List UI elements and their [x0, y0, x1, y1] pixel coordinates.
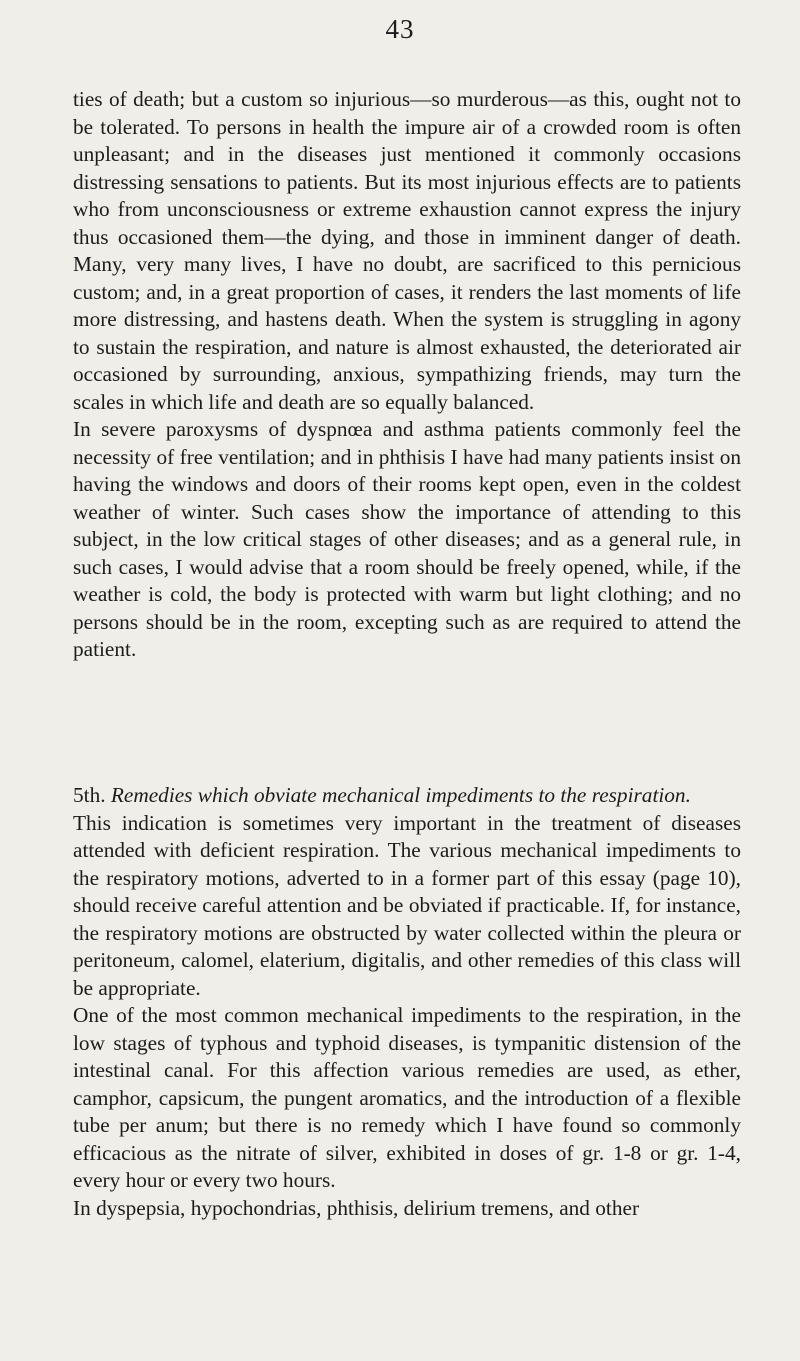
paragraph: One of the most common mechanical impediments to the respiration, in the low stages of typhous and typhoid diseases, is tympanitic distension of the intestinal canal. For this affection various remedies are used, as ether, camphor, capsicum, the pungent aromatics, and the introduction of a flexible tube per anum; but there is no remedy which I have found so commonly efficacious as the nitrate of silver, exhibited in doses of gr. 1-8 or gr. 1-4, every hour or every two hours. [73, 1003, 741, 1192]
page-number: 43 [385, 14, 415, 44]
section-heading-number: 5th. [73, 783, 106, 807]
section-heading [73, 782, 741, 810]
text-block-bottom [73, 782, 741, 1222]
text-block-top [73, 86, 741, 664]
paragraph: This indication is sometimes very important in the treatment of diseases attended with deficient respiration. The various mechanical impediments to the respiratory motions, adverted to in a former part of this essay (page 10), should receive careful attention and be obviated if practicable. If, for instance, the respiratory motions are obstructed by water collected within the pleura or peritoneum, calomel, elaterium, digitalis, and other remedies of this class will be appropriate. [73, 810, 741, 1000]
paragraph: In severe paroxysms of dyspnœa and asthma patients commonly feel the necessity of free ventilation; and in phthisis I have had many patients insist on having the windows and doors of their rooms kept open, even in the coldest weather of winter. Such cases show the importance of attending to this subject, in the low critical stages of other diseases; and as a general rule, in such cases, I would advise that a room should be freely opened, while, if the weather is cold, the body is protected with warm but light clothing; and no persons should be in the room, excepting such as are required to attend the patient. [73, 417, 741, 661]
paragraph: ties of death; but a custom so injurious—so murderous—as this, ought not to be tolerated. To persons in health the impure air of a crowded room is often unpleasant; and in the diseases just mentioned it commonly occasions distressing sensations to patients. But its most injurious effects are to patients who from unconsciousness or extreme exhaustion cannot express the injury thus occasioned them—the dying, and those in imminent danger of death. Many, very many lives, I have no doubt, are sacrificed to this pernicious custom; and, in a great proportion of cases, it renders the last moments of life more distressing, and hastens death. When the system is struggling in agony to sustain the respiration, and nature is almost exhausted, the deteriorated air occasioned by surrounding, anxious, sympathizing friends, may turn the scales in which life and death are so equally balanced. [73, 87, 741, 414]
section-heading-title: Remedies which obviate mechanical impediments to the respiration. [110, 783, 691, 807]
paragraph: In dyspepsia, hypochondrias, phthisis, delirium tremens, and other [73, 1195, 640, 1220]
